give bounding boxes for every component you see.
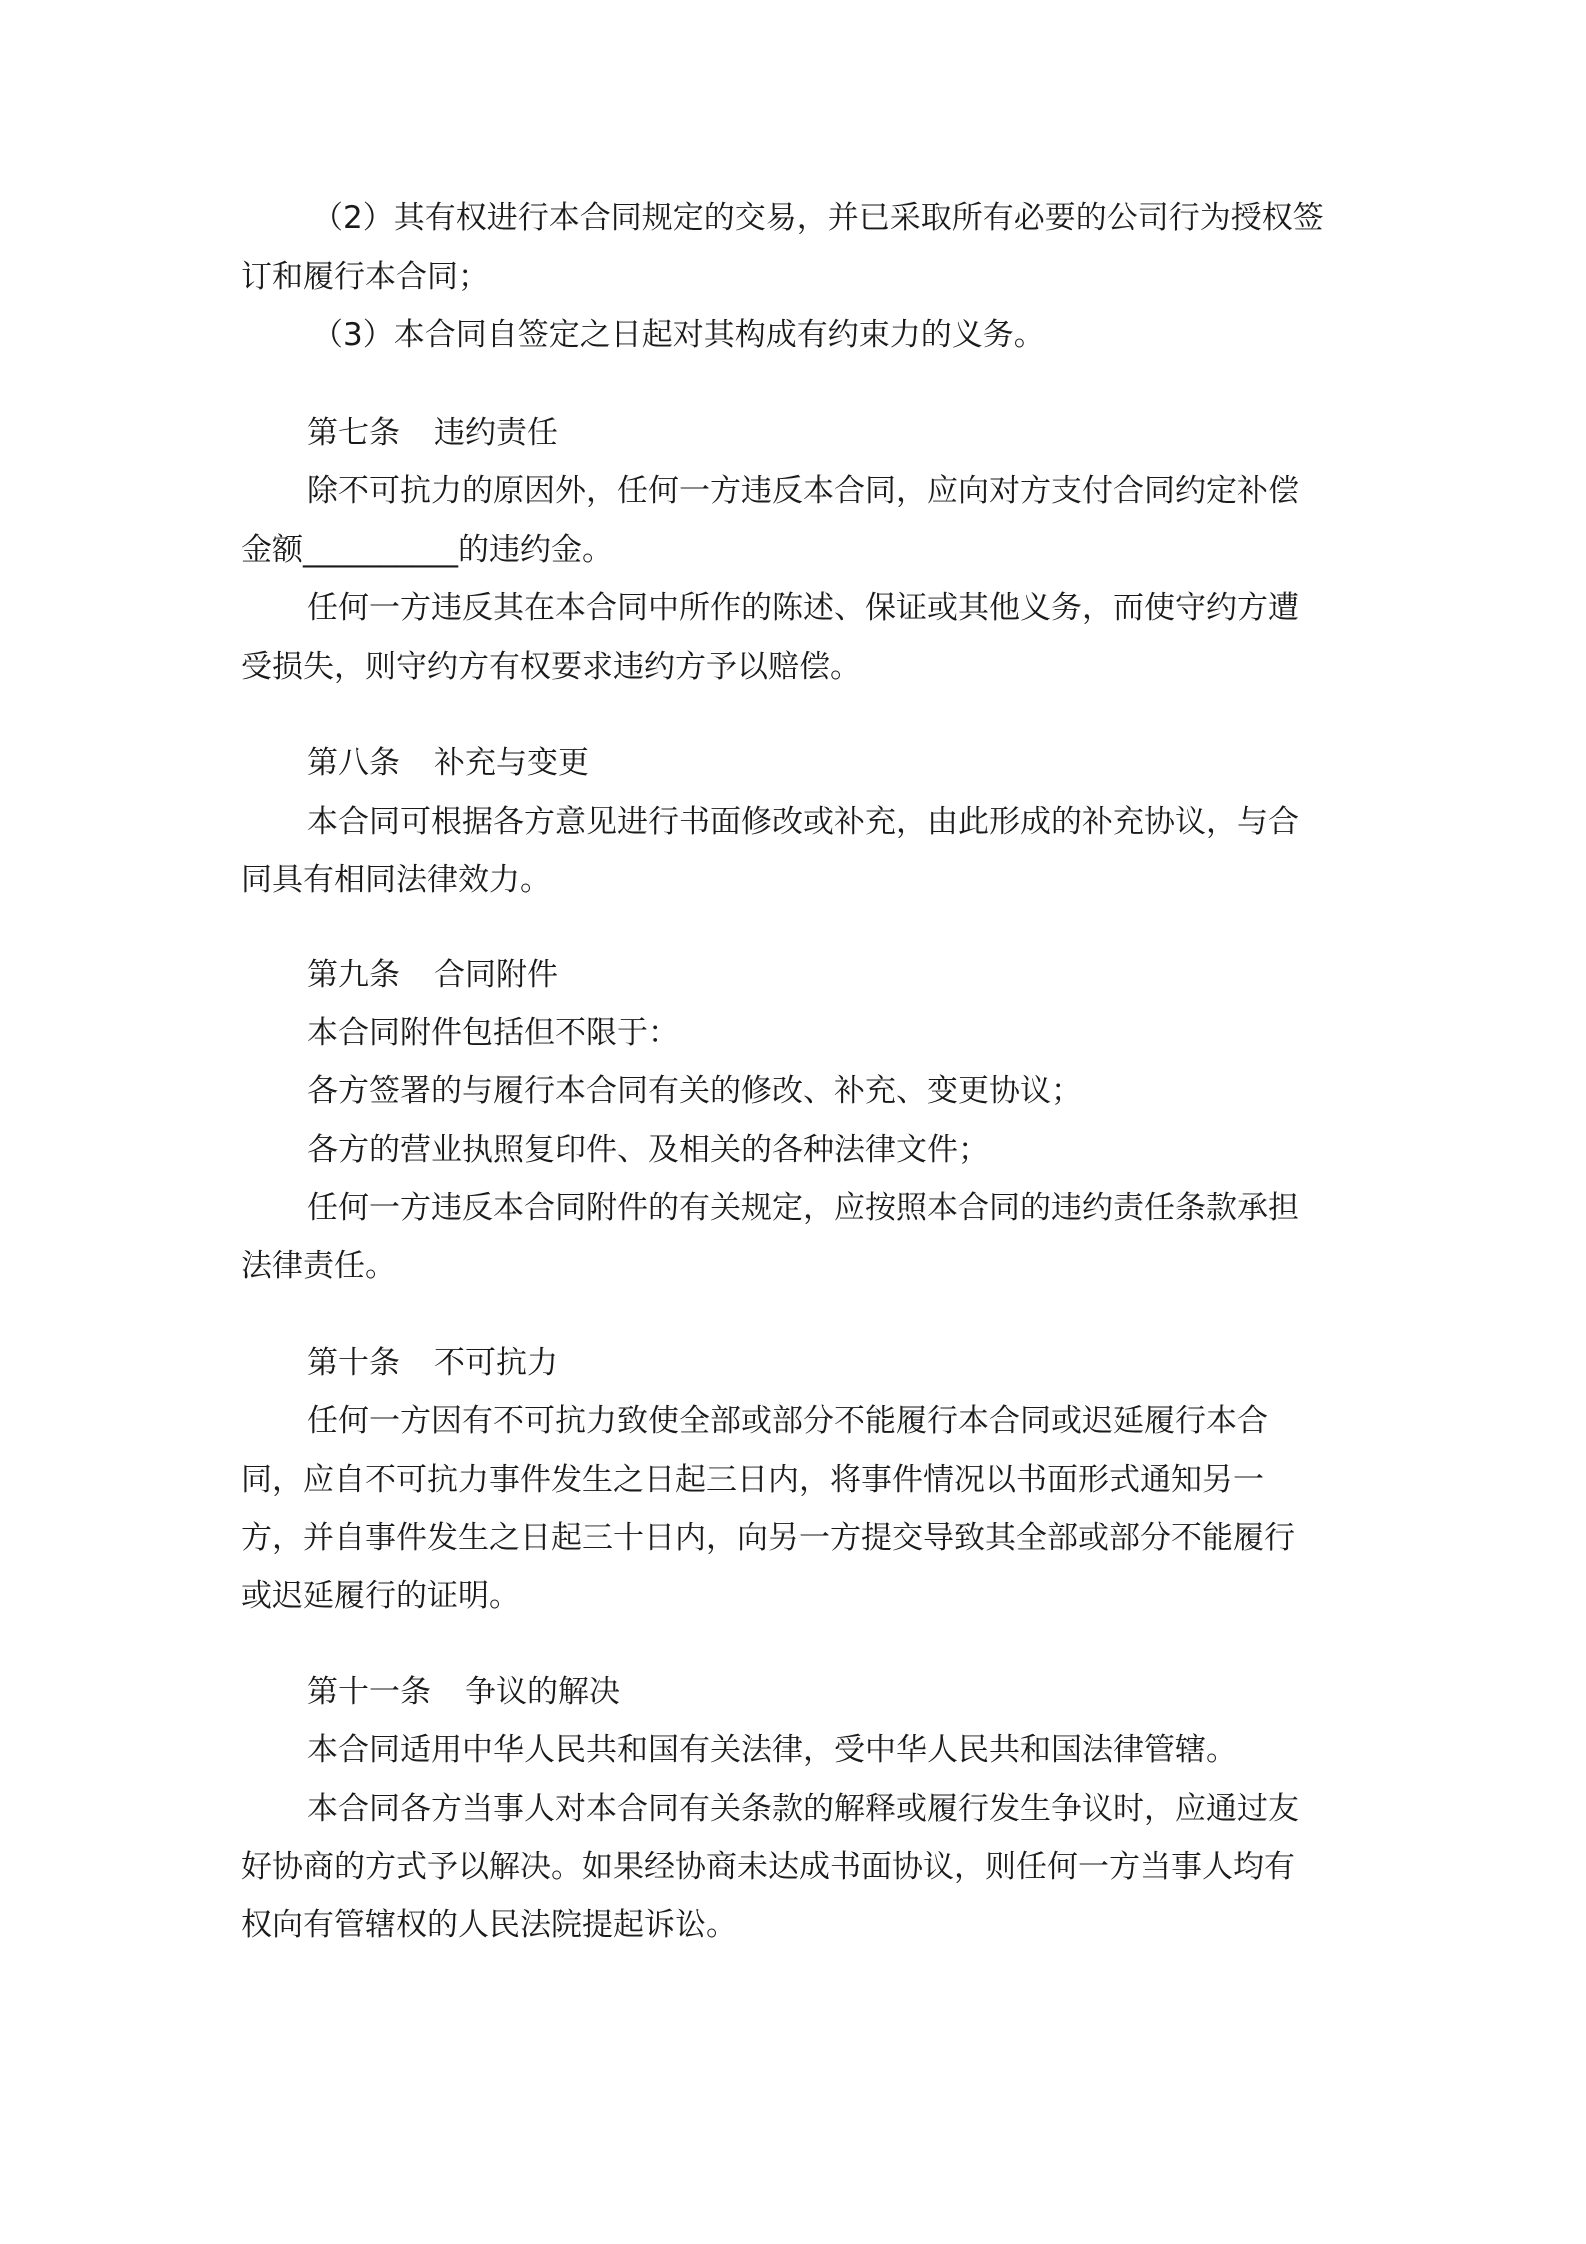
paragraph-line: 各方的营业执照复印件、及相关的各种法律文件； <box>307 1132 989 1168</box>
paragraph-line: 或迟延履行的证明。 <box>241 1578 520 1614</box>
paragraph-line: 受损失，则守约方有权要求违约方予以赔偿。 <box>241 649 861 685</box>
paragraph-line: 法律责任。 <box>241 1248 396 1284</box>
article-heading <box>307 413 558 453</box>
article-heading <box>307 1343 558 1383</box>
article-number: 第十一条 <box>307 1674 431 1710</box>
paragraph-line: 任何一方因有不可抗力致使全部或部分不能履行本合同或迟延履行本合 <box>307 1403 1268 1439</box>
article-title: 不可抗力 <box>434 1345 558 1381</box>
paragraph-line: 除不可抗力的原因外，任何一方违反本合同，应向对方支付合同约定补偿 <box>307 473 1299 509</box>
paragraph-line: 任何一方违反其在本合同中所作的陈述、保证或其他义务，而使守约方遭 <box>307 590 1299 626</box>
paragraph-line: 好协商的方式予以解决。如果经协商未达成书面协议，则任何一方当事人均有 <box>241 1849 1295 1885</box>
paragraph-line: 本合同可根据各方意见进行书面修改或补充，由此形成的补充协议，与合 <box>307 804 1299 840</box>
paragraph-line: 权向有管辖权的人民法院提起诉讼。 <box>241 1907 737 1943</box>
paragraph-line: 金额__________的违约金。 <box>241 532 613 568</box>
paragraph-line: 方，并自事件发生之日起三十日内，向另一方提交导致其全部或部分不能履行 <box>241 1520 1295 1556</box>
article-title: 合同附件 <box>434 957 558 993</box>
paragraph-line: 各方签署的与履行本合同有关的修改、补充、变更协议； <box>307 1073 1082 1109</box>
paragraph-line: （2）其有权进行本合同规定的交易，并已采取所有必要的公司行为授权签 <box>312 200 1324 236</box>
paragraph-line: 同具有相同法律效力。 <box>241 862 551 898</box>
article-heading <box>307 955 558 995</box>
article-title: 争议的解决 <box>465 1674 620 1710</box>
paragraph-line: 订和履行本合同； <box>241 259 489 295</box>
article-number: 第八条 <box>307 745 400 781</box>
article-title: 补充与变更 <box>434 745 589 781</box>
paragraph-line: 同，应自不可抗力事件发生之日起三日内，将事件情况以书面形式通知另一 <box>241 1462 1264 1498</box>
article-heading <box>307 1672 620 1712</box>
article-heading <box>307 743 589 783</box>
article-number: 第七条 <box>307 415 400 451</box>
paragraph-line: （3）本合同自签定之日起对其构成有约束力的义务。 <box>312 317 1045 353</box>
article-title: 违约责任 <box>434 415 558 451</box>
paragraph-line: 本合同各方当事人对本合同有关条款的解释或履行发生争议时，应通过友 <box>307 1791 1299 1827</box>
paragraph-line: 本合同适用中华人民共和国有关法律，受中华人民共和国法律管辖。 <box>307 1732 1237 1768</box>
paragraph-line: 任何一方违反本合同附件的有关规定，应按照本合同的违约责任条款承担 <box>307 1190 1299 1226</box>
article-number: 第十条 <box>307 1345 400 1381</box>
paragraph-line: 本合同附件包括但不限于： <box>307 1015 679 1051</box>
article-number: 第九条 <box>307 957 400 993</box>
